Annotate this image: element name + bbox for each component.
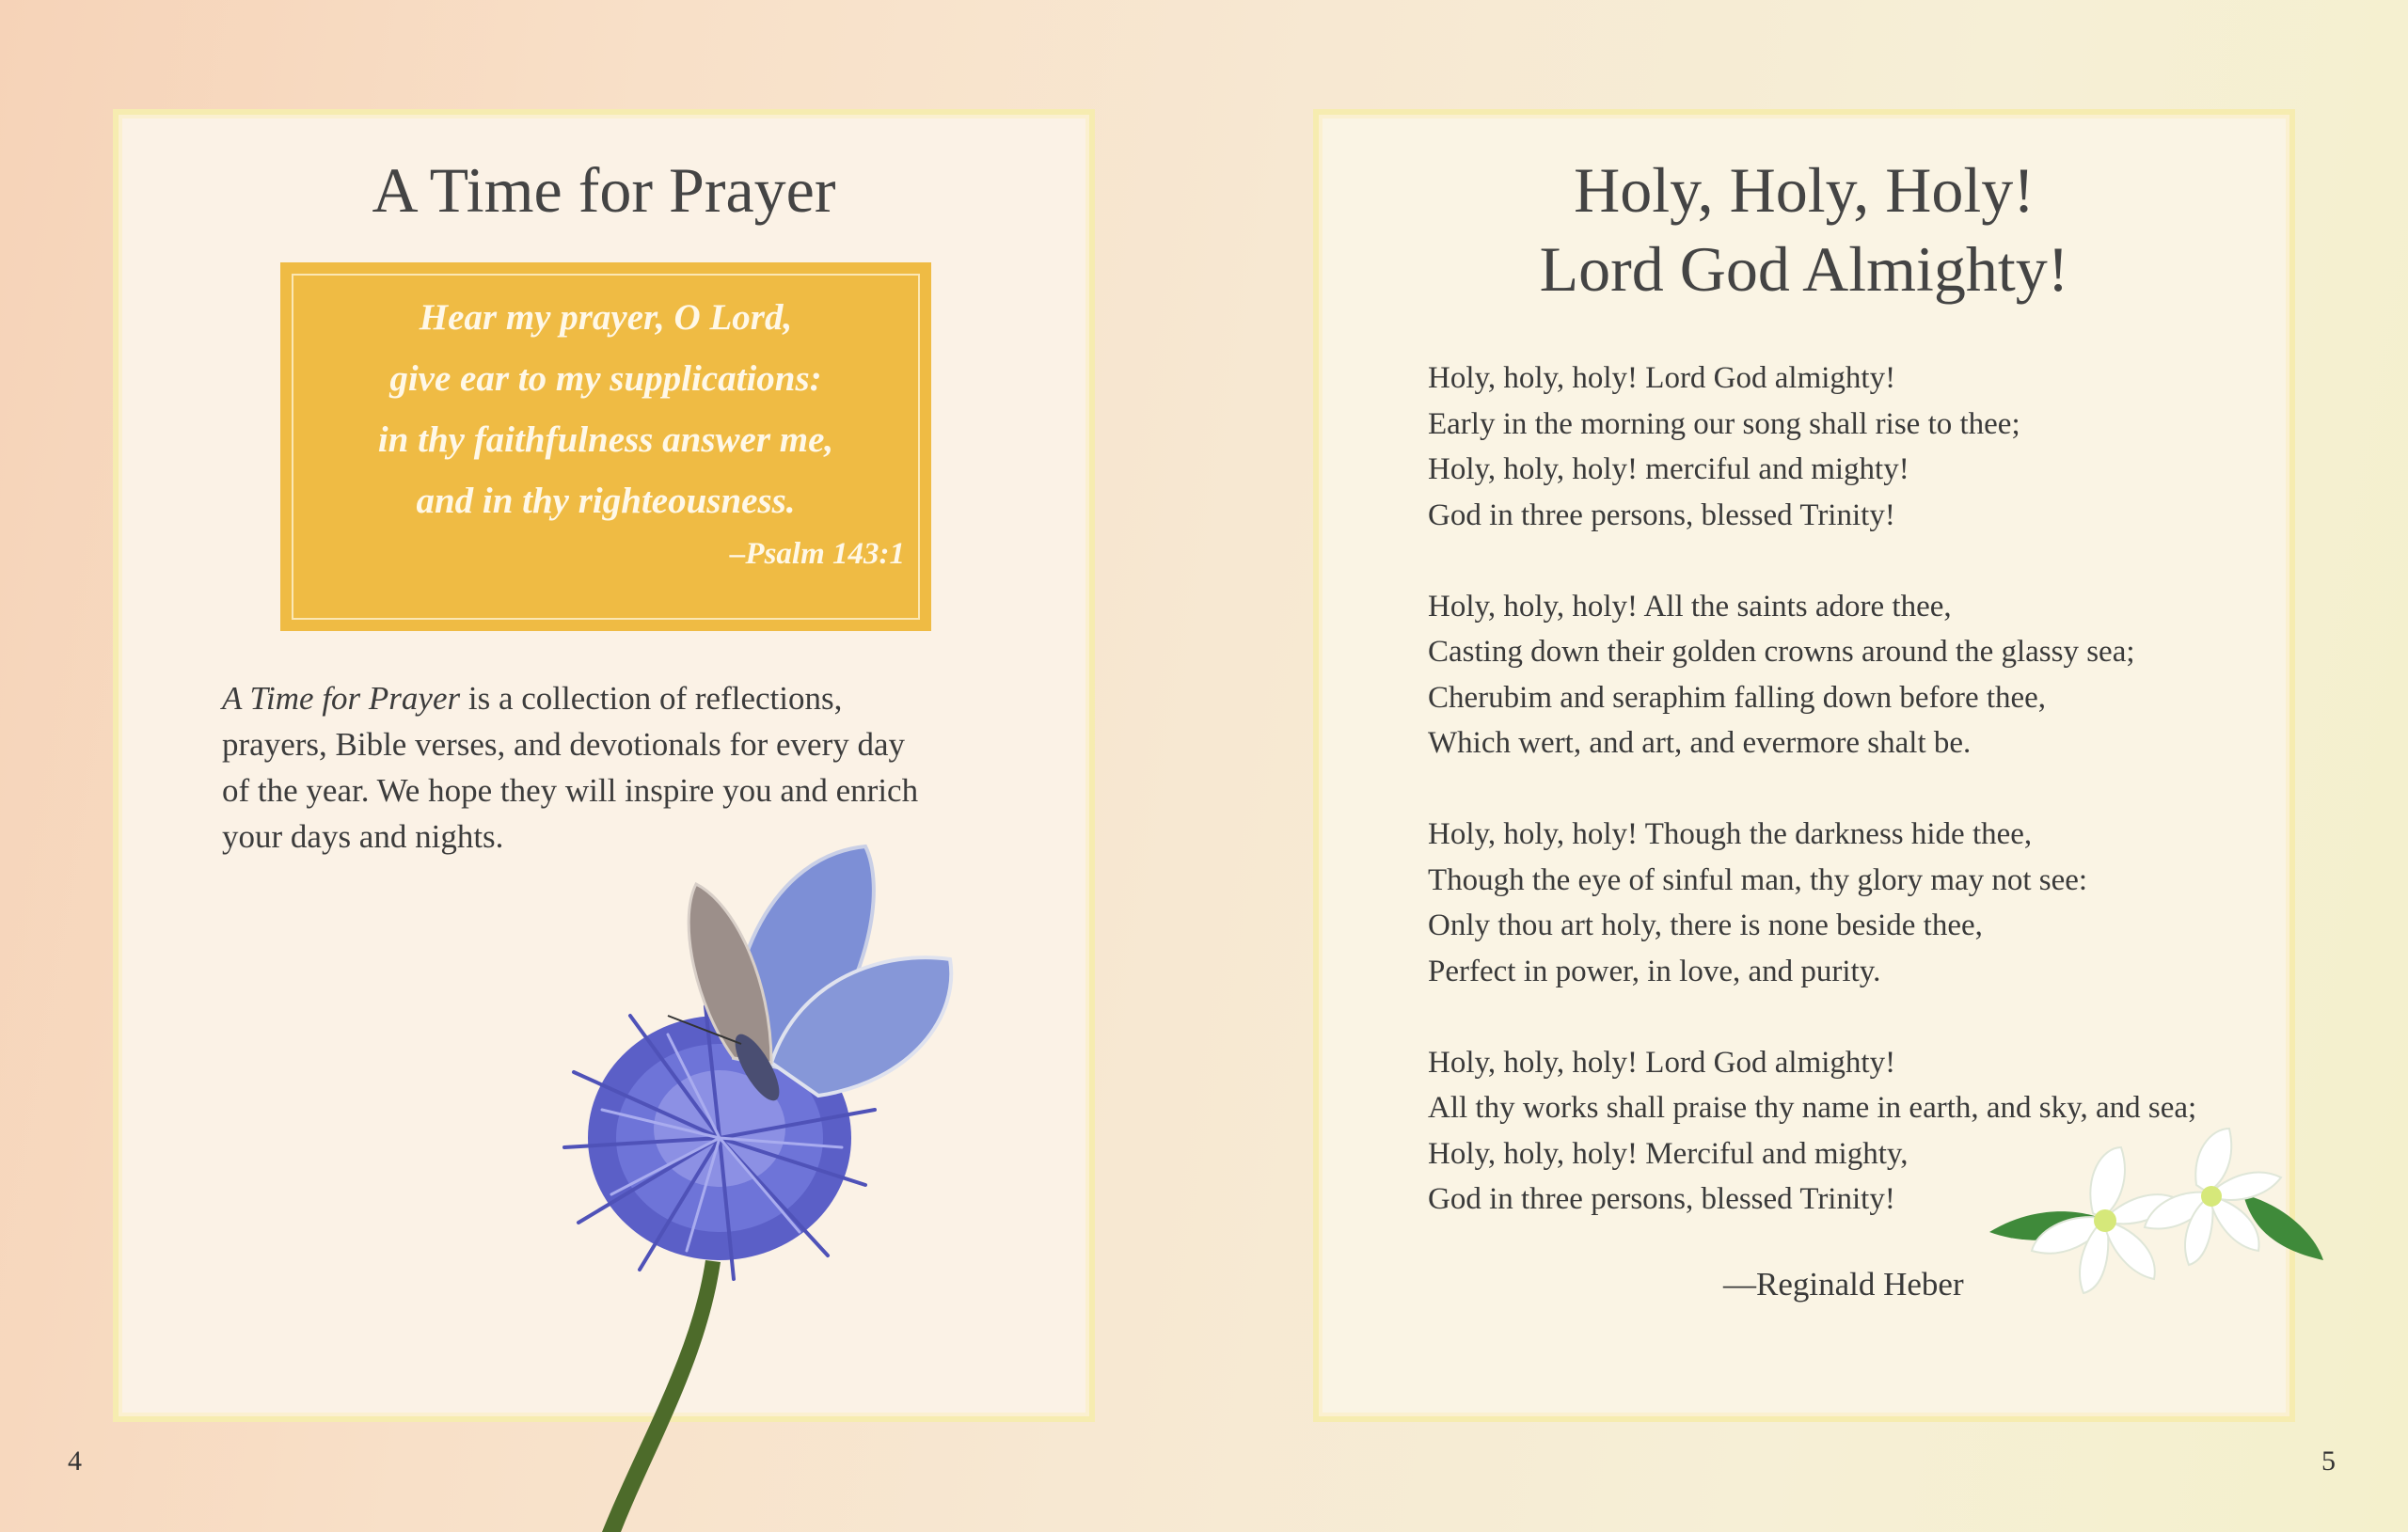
hymn-line: All thy works shall praise thy name in earth, and sky, and sea;: [1428, 1091, 2197, 1125]
book-title: A Time for Prayer: [222, 680, 461, 717]
verse-reference: –Psalm 143:1: [729, 537, 905, 571]
verse-line: Hear my prayer, O Lord,: [419, 297, 793, 338]
butterfly-flower-image: [489, 828, 978, 1532]
hymn-line: Casting down their golden crowns around the glassy sea;: [1428, 635, 2135, 669]
hymn-line: Early in the morning our song shall rise to thee;: [1428, 406, 2020, 441]
lily-icon: [1989, 1129, 2323, 1293]
hymn-line: Though the eye of sinful man, thy glory may not see:: [1428, 862, 2088, 897]
verse-box: [280, 262, 931, 631]
hymn-line: God in three persons, blessed Trinity!: [1428, 1182, 1895, 1216]
verse-line: in thy faithfulness answer me,: [377, 419, 834, 460]
intro-text: is a collection of reflections,: [460, 680, 843, 717]
attribution: —Reginald Heber: [1723, 1266, 1964, 1303]
intro-line-4: your days and nights.: [222, 818, 504, 855]
page-title: A Time for Prayer: [372, 154, 836, 226]
intro-line-3: of the year. We hope they will inspire you and enrich: [222, 772, 919, 809]
verse-line: give ear to my supplications:: [389, 358, 822, 399]
lilies-image: [1980, 1119, 2328, 1298]
hymn-line: Holy, holy, holy! All the saints adore thee,: [1428, 589, 1952, 624]
intro-line-2: prayers, Bible verses, and devotionals for every day: [222, 726, 906, 763]
hymn-line: Holy, holy, holy! Lord God almighty!: [1428, 1045, 1896, 1080]
intro-line-1: [222, 675, 993, 721]
stanza: [1428, 812, 2293, 994]
stem: [602, 1260, 721, 1532]
hymn-line: Only thou art holy, there is none beside thee,: [1428, 908, 1983, 942]
hymn-line: Holy, holy, holy! Merciful and mighty,: [1428, 1136, 1909, 1171]
verse-line: and in thy righteousness.: [416, 481, 796, 521]
hymn-line: Holy, holy, holy! Though the darkness hide thee,: [1428, 817, 2033, 851]
hymn-line: Holy, holy, holy! merciful and mighty!: [1428, 452, 1909, 486]
hymn-line: Cherubim and seraphim falling down before thee,: [1428, 680, 2047, 715]
hymn-title-line-1: Holy, Holy, Holy!: [1574, 154, 2035, 226]
hymn-line: Perfect in power, in love, and purity.: [1428, 954, 1881, 988]
hymn-title-line-2: Lord God Almighty!: [1539, 233, 2069, 305]
hymn-title: [1319, 150, 2289, 308]
hymn-line: Holy, holy, holy! Lord God almighty!: [1428, 361, 1896, 395]
stanza: [1428, 584, 2293, 766]
page-number: 5: [2321, 1445, 2336, 1477]
hymn-line: Which wert, and art, and evermore shalt be.: [1428, 726, 1972, 760]
hymn-line: God in three persons, blessed Trinity!: [1428, 498, 1895, 532]
page-number: 4: [68, 1445, 82, 1477]
stanza: [1428, 355, 2293, 538]
